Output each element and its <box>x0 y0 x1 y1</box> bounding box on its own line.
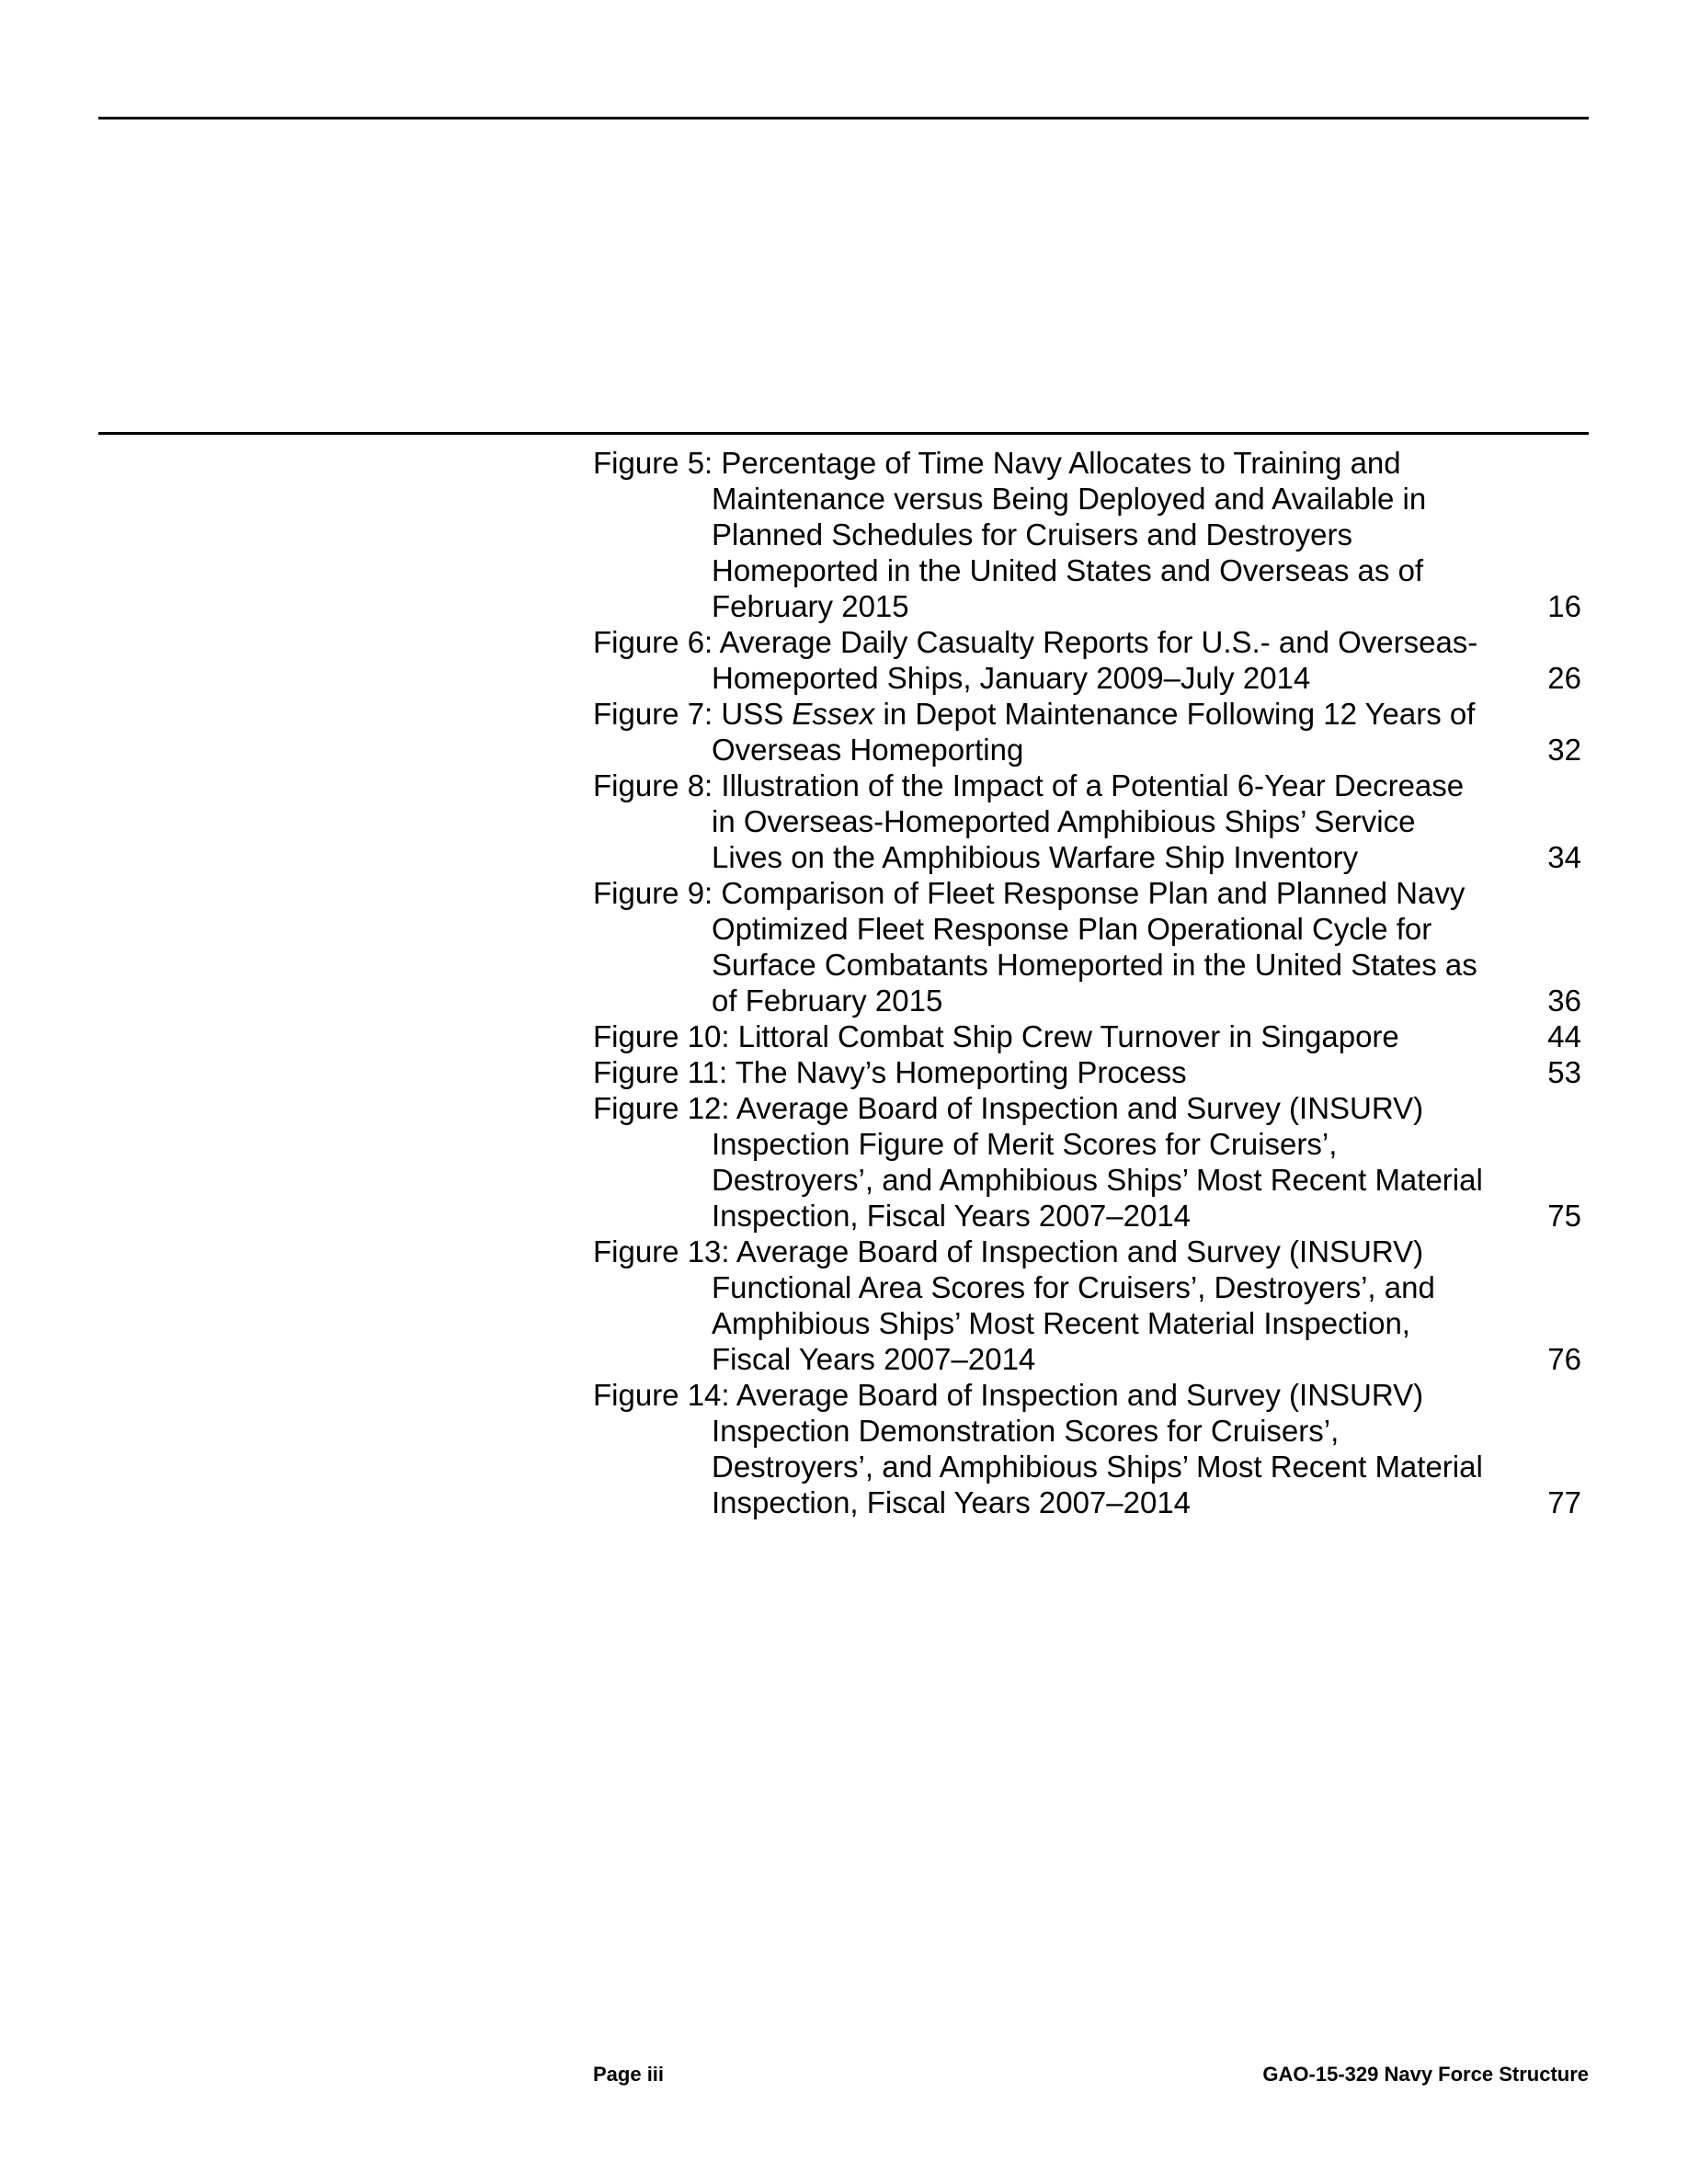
footer-page-label: Page iii <box>593 2063 665 2086</box>
figure-entry-12 <box>593 1090 1589 1234</box>
entry-line: Fiscal Years 2007–2014 <box>712 1342 1036 1376</box>
figure-entry-5 <box>593 445 1589 624</box>
entry-line: Overseas Homeporting <box>712 733 1024 767</box>
footer-report-label: GAO-15-329 Navy Force Structure <box>1262 2063 1589 2086</box>
entry-line: February 2015 <box>712 589 909 623</box>
figure-entry-6 <box>593 624 1589 696</box>
page-number: 44 <box>1547 1019 1581 1053</box>
entry-line: Figure 12: Average Board of Inspection and Survey (INSURV) <box>593 1091 1424 1125</box>
entry-line: Lives on the Amphibious Warfare Ship Inventory <box>712 840 1359 874</box>
page-number: 53 <box>1547 1055 1581 1089</box>
entry-line: Figure 9: Comparison of Fleet Response Plan and Planned Navy <box>593 876 1466 910</box>
entry-line <box>593 696 1488 732</box>
page-number: 34 <box>1547 840 1581 874</box>
entry-text: in Depot Maintenance Following 12 Years of <box>874 697 1476 731</box>
entry-line: Homeported in the United States and Overseas as of <box>712 553 1424 587</box>
entry-line: Maintenance versus Being Deployed and Available in <box>712 482 1427 516</box>
figure-entry-13 <box>593 1234 1589 1377</box>
entry-line: Figure 10: Littoral Combat Ship Crew Turnover in Singapore <box>593 1019 1399 1053</box>
entry-line: Inspection Figure of Merit Scores for Cruisers’, <box>712 1127 1338 1161</box>
page-number: 32 <box>1547 733 1581 767</box>
entry-line: Inspection Demonstration Scores for Cruisers’, <box>712 1414 1340 1448</box>
page-number: 36 <box>1547 984 1581 1018</box>
section-rule <box>98 432 1589 435</box>
page-number: 77 <box>1547 1485 1581 1519</box>
entry-line: Amphibious Ships’ Most Recent Material Inspection, <box>712 1306 1410 1340</box>
entry-line: Optimized Fleet Response Plan Operational Cycle for <box>712 912 1432 946</box>
page-number: 76 <box>1547 1342 1581 1376</box>
entry-line: Figure 14: Average Board of Inspection and Survey (INSURV) <box>593 1378 1424 1412</box>
list-of-figures <box>593 445 1589 1520</box>
figure-entry-11 <box>593 1054 1589 1090</box>
figure-entry-7 <box>593 696 1589 768</box>
figure-entry-10 <box>593 1018 1589 1054</box>
page-number: 16 <box>1547 589 1581 623</box>
page-number: 75 <box>1547 1199 1581 1233</box>
entry-line: of February 2015 <box>712 984 943 1018</box>
entry-line: Figure 8: Illustration of the Impact of a Potential 6-Year Decrease <box>593 768 1465 802</box>
entry-line: Inspection, Fiscal Years 2007–2014 <box>712 1485 1192 1519</box>
top-rule <box>98 117 1589 119</box>
entry-line: Destroyers’, and Amphibious Ships’ Most Recent Material <box>712 1163 1483 1197</box>
entry-line: Figure 6: Average Daily Casualty Reports for U.S.- and Overseas- <box>593 625 1478 659</box>
ship-name: Essex <box>792 697 875 731</box>
entry-line: Planned Schedules for Cruisers and Destroyers <box>712 518 1353 552</box>
entry-line: Inspection, Fiscal Years 2007–2014 <box>712 1199 1192 1233</box>
entry-line: Homeported Ships, January 2009–July 2014 <box>712 661 1311 695</box>
entry-line: in Overseas-Homeported Amphibious Ships’ Service <box>712 804 1416 838</box>
entry-line: Figure 5: Percentage of Time Navy Allocates to Training and <box>593 446 1401 480</box>
figure-entry-9 <box>593 875 1589 1018</box>
page-number: 26 <box>1547 661 1581 695</box>
entry-line: Destroyers’, and Amphibious Ships’ Most Recent Material <box>712 1450 1483 1484</box>
entry-line: Figure 11: The Navy’s Homeporting Process <box>593 1055 1187 1089</box>
entry-line: Figure 13: Average Board of Inspection and Survey (INSURV) <box>593 1234 1424 1268</box>
figure-entry-8 <box>593 768 1589 875</box>
figure-entry-14 <box>593 1377 1589 1520</box>
entry-line: Surface Combatants Homeported in the United States as <box>712 948 1477 982</box>
entry-line: Functional Area Scores for Cruisers’, Destroyers’, and <box>712 1270 1435 1304</box>
entry-text: Figure 7: USS <box>593 697 793 731</box>
